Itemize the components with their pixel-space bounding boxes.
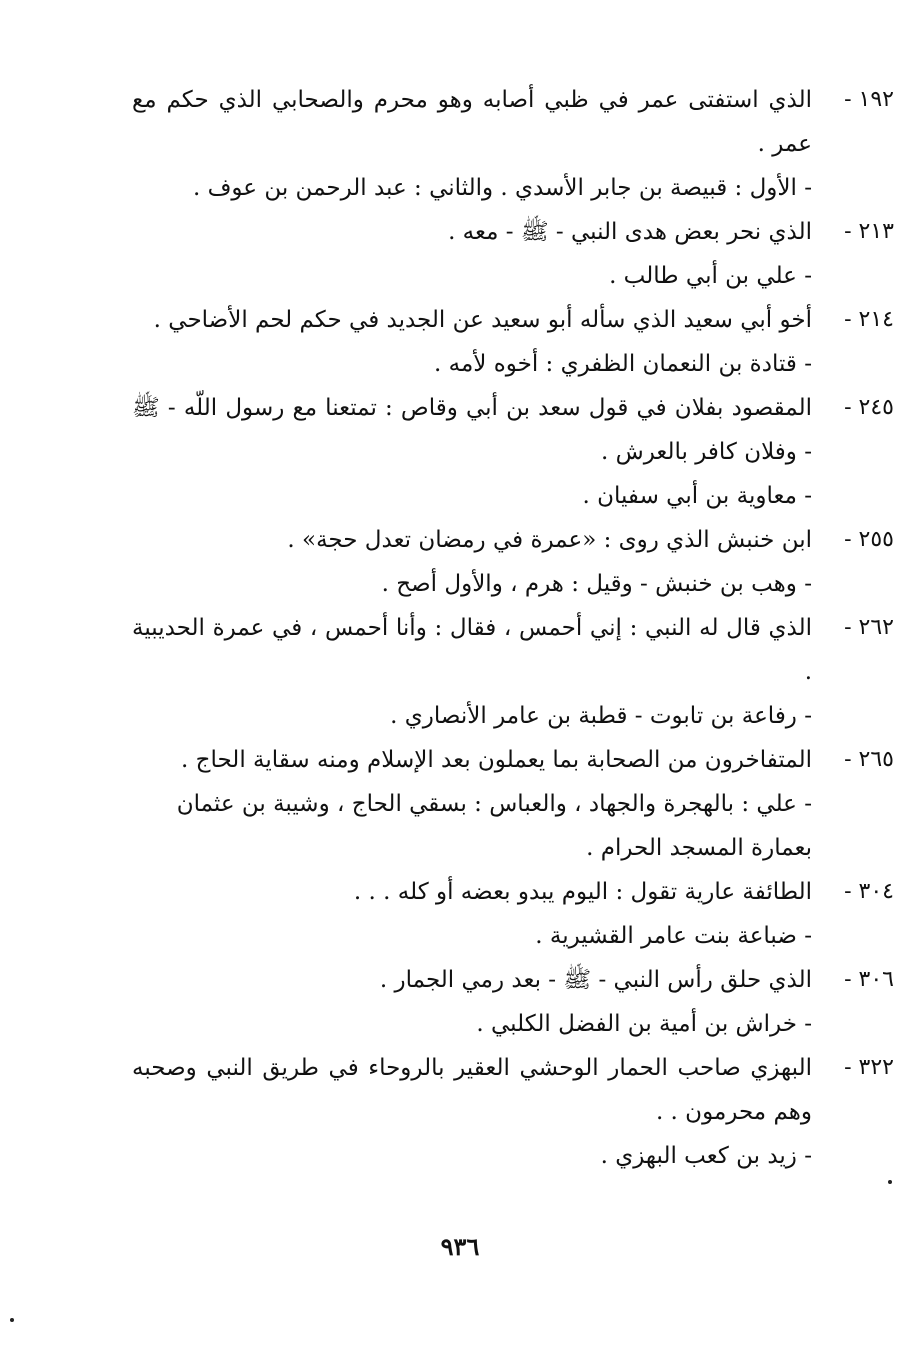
entry-answer: - زيد بن كعب البهزي . bbox=[600, 1143, 812, 1169]
page-number: ٩٣٦ bbox=[440, 1232, 480, 1261]
entry-number: ٢٦٥ - bbox=[844, 747, 894, 772]
entry bbox=[132, 298, 894, 386]
entry-answer: - علي بن أبي طالب . bbox=[609, 263, 812, 289]
entry-number: ١٩٢ - bbox=[844, 87, 894, 112]
entry-number: ٣٠٦ - bbox=[844, 967, 894, 992]
entry bbox=[132, 210, 894, 298]
entry-question: ابن خنبش الذي روى : «عمرة في رمضان تعدل حجة» . bbox=[287, 527, 812, 553]
entry-answer: - رفاعة بن تابوت - قطبة بن عامر الأنصاري . bbox=[390, 703, 812, 729]
entry-answer: - قتادة بن النعمان الظفري : أخوه لأمه . bbox=[434, 351, 812, 377]
entry-number: ٢٦٢ - bbox=[844, 615, 894, 640]
entry bbox=[132, 738, 894, 870]
entry-number: ٢١٤ - bbox=[844, 307, 894, 332]
scan-speck bbox=[10, 1318, 14, 1322]
entry-number: ٢١٣ - bbox=[844, 219, 894, 244]
entry-answer: - خراش بن أمية بن الفضل الكلبي . bbox=[476, 1011, 812, 1037]
entry-number: ٣٢٢ - bbox=[844, 1055, 894, 1080]
entry-answer: - ضباعة بنت عامر القشيرية . bbox=[535, 923, 812, 949]
entry bbox=[132, 870, 894, 958]
entry-answer: - علي : بالهجرة والجهاد ، والعباس : بسقي الحاج ، وشيبة بن عثمان بعمارة المسجد الحرام . bbox=[176, 791, 812, 861]
entry-question: الذي حلق رأس النبي - ﷺ - بعد رمي الجمار . bbox=[379, 967, 812, 993]
entries-list bbox=[132, 78, 894, 1178]
entry-question: الذي نحر بعض هدى النبي - ﷺ - معه . bbox=[448, 219, 812, 245]
entry-question: البهزي صاحب الحمار الوحشي العقير بالروحاء في طريق النبي وصحبه وهم محرمون . . bbox=[132, 1055, 812, 1125]
entry bbox=[132, 518, 894, 606]
entry-question: الذي استفتى عمر في ظبي أصابه وهو محرم والصحابي الذي حكم مع عمر . bbox=[132, 87, 813, 157]
entry-answer: - معاوية بن أبي سفيان . bbox=[582, 483, 812, 509]
entry-question: المتفاخرون من الصحابة بما يعملون بعد الإسلام ومنه سقاية الحاج . bbox=[180, 747, 812, 773]
entry-answer: - وهب بن خنبش - وقيل : هرم ، والأول أصح . bbox=[381, 571, 812, 597]
entry-question: أخو أبي سعيد الذي سأله أبو سعيد عن الجديد في حكم لحم الأضاحي . bbox=[153, 307, 812, 333]
entry-number: ٣٠٤ - bbox=[844, 879, 894, 904]
scan-speck bbox=[888, 1180, 892, 1184]
entry bbox=[132, 386, 894, 518]
entry-question: الذي قال له النبي : إني أحمس ، فقال : وأنا أحمس ، في عمرة الحديبية . bbox=[132, 615, 812, 685]
entry bbox=[132, 606, 894, 738]
entry-question: الطائفة عارية تقول : اليوم يبدو بعضه أو كله . . . bbox=[353, 879, 812, 905]
entry-answer: - الأول : قبيصة بن جابر الأسدي . والثاني : عبد الرحمن بن عوف . bbox=[192, 175, 812, 201]
entry-question: المقصود بفلان في قول سعد بن أبي وقاص : تمتعنا مع رسول اللّه - ﷺ - وفلان كافر بالعرش . bbox=[132, 395, 812, 465]
entry-number: ٢٥٥ - bbox=[844, 527, 894, 552]
entry bbox=[132, 958, 894, 1046]
entry bbox=[132, 78, 894, 210]
entry bbox=[132, 1046, 894, 1178]
entry-number: ٢٤٥ - bbox=[844, 395, 894, 420]
